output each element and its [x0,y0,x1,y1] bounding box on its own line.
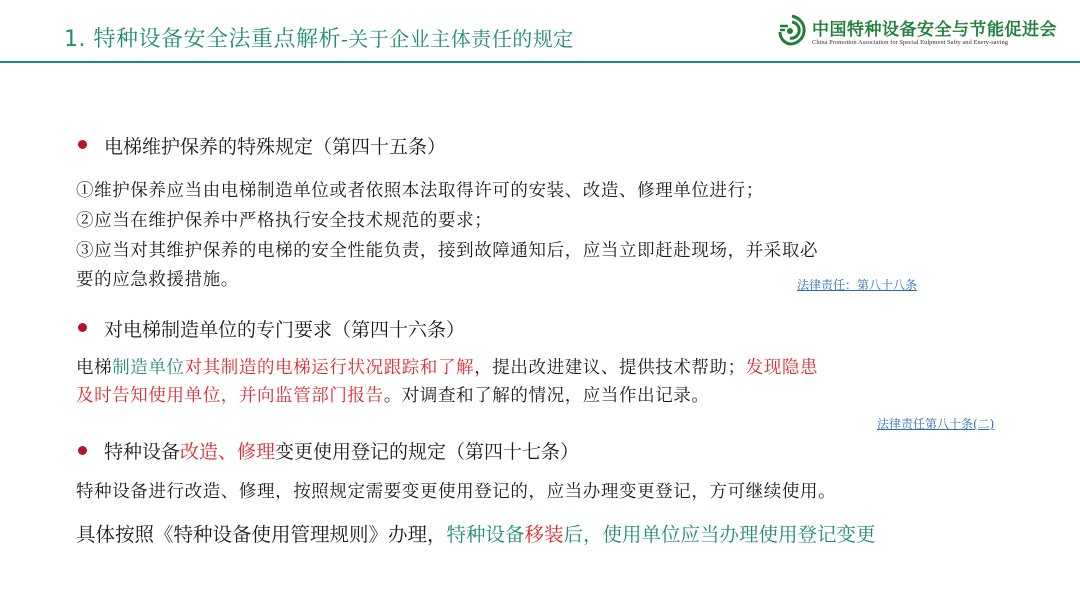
section1-item: ②应当在维护保养中严格执行安全技术规范的要求； [76,211,493,231]
text-span-green: 特种设备 [446,523,525,546]
logo-text-en: China Promotion Association for Special Eulpment Safty and Enery-saving [812,39,1009,46]
section2-line2 [76,382,710,407]
text-span: 具体按照《特种设备使用管理规则》办理， [76,523,447,546]
text-span-red: 移装 [524,523,564,546]
section1-item: 要的应急救援措施。 [76,270,239,290]
section1-item: ③应当对其维护保养的电梯的安全性能负责，接到故障通知后，应当立即赶赴现场，并采取必 [76,241,819,261]
section2-heading: 对电梯制造单位的专门要求（第四十六条） [104,319,466,341]
text-span-red: 及时告知使用单位，并向监管部门报告 [76,386,384,406]
text-span: 变更使用登记的规定 [275,441,447,463]
text-span: 电梯 [76,358,113,378]
section3-final-line [76,519,876,547]
legal-liability-link-88[interactable]: 法律责任：第八十八条 [797,278,918,292]
text-span: 特种设备 [104,441,181,463]
bullet-icon [78,323,87,332]
title-main: 1. 特种设备安全法重点解析 [64,27,341,52]
text-span-red: 发现隐患 [745,358,819,378]
text-span-green: 后，使用单位应当办理使用登记变更 [563,523,876,546]
section1-heading [104,132,446,159]
bullet-icon [78,140,87,149]
text-span-green: 制造单位 [112,358,185,378]
section2-line1 [76,354,818,379]
text-span-red: 改造、修理 [180,441,276,463]
section3-heading [104,437,579,464]
legal-liability-link-80[interactable]: 法律责任第八十条(二) [877,417,995,431]
section1-heading-article: （第四十五条） [313,136,447,158]
section3-body: 特种设备进行改造、修理，按照规定需要变更使用登记的，应当办理变更登记，方可继续使用。 [76,482,837,502]
section1-item: ①维护保养应当由电梯制造单位或者依照本法取得许可的安装、改造、修理单位进行； [76,181,764,201]
section3-heading-article: （第四十七条） [446,441,580,463]
section1-heading-main: 电梯维护保养的特殊规定 [104,136,314,158]
text-span: ，提出改进建议、提供技术帮助； [474,358,746,378]
title-sub: -关于企业主体责任的规定 [340,27,574,51]
text-span: 。对调查和了解的情况，应当作出记录。 [383,386,710,406]
bullet-icon [78,446,87,455]
text-span-red: 对其制造的电梯运行状况跟踪和了解 [184,358,475,378]
logo-text-cn: 中国特种设备安全与节能促进会 [812,20,1057,40]
